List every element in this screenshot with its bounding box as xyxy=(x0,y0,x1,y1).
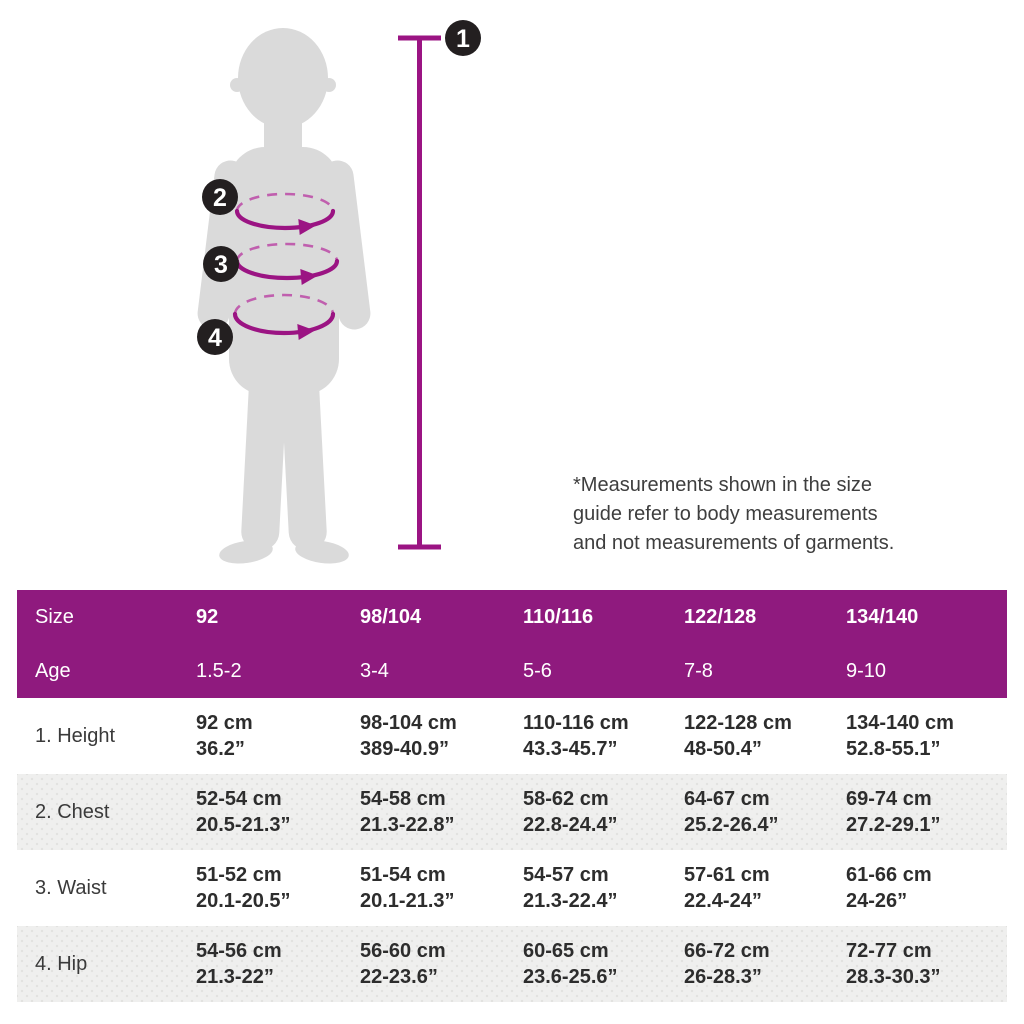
cell-cm: 110-116 cm xyxy=(523,712,629,734)
height-cell-5 xyxy=(846,710,1007,762)
cell-inches: 22.8-24.4” xyxy=(523,814,618,836)
cell-inches: 48-50.4” xyxy=(684,738,762,760)
cell-inches: 21.3-22.8” xyxy=(360,814,455,836)
waist-cell-4 xyxy=(684,862,846,914)
waist-cell-2 xyxy=(360,862,523,914)
size-table xyxy=(17,590,1007,1002)
age-col-5: 9-10 xyxy=(846,659,887,682)
marker-4-number: 4 xyxy=(208,324,222,352)
cell-cm: 134-140 cm xyxy=(846,712,954,734)
cell-cm: 64-67 cm xyxy=(684,788,770,810)
marker-4-hip xyxy=(197,319,233,355)
hip-cell-2 xyxy=(360,938,523,990)
size-col-1: 92 xyxy=(196,605,219,628)
height-cell-3 xyxy=(523,710,684,762)
marker-3-waist xyxy=(203,246,239,282)
cell-cm: 54-56 cm xyxy=(196,940,282,962)
hip-cell-4 xyxy=(684,938,846,990)
age-col-3: 5-6 xyxy=(523,659,552,682)
age-col-2: 3-4 xyxy=(360,659,389,682)
size-col-5: 134/140 xyxy=(846,605,919,628)
note-line-2: guide refer to body measurements xyxy=(573,503,878,525)
size-row-label: Size xyxy=(35,605,74,628)
measurement-diagram xyxy=(0,0,512,580)
age-col-4: 7-8 xyxy=(684,659,713,682)
height-cell-4 xyxy=(684,710,846,762)
cell-inches: 21.3-22” xyxy=(196,966,274,988)
table-row-height xyxy=(17,698,1007,774)
table-row-chest xyxy=(17,774,1007,850)
age-col-1: 1.5-2 xyxy=(196,659,242,682)
size-col-2: 98/104 xyxy=(360,605,422,628)
cell-inches: 26-28.3” xyxy=(684,966,762,988)
marker-2-number: 2 xyxy=(213,184,227,212)
cell-inches: 23.6-25.6” xyxy=(523,966,618,988)
marker-1-height xyxy=(445,20,481,56)
row-label-waist: 3. Waist xyxy=(35,876,107,899)
height-cell-2 xyxy=(360,710,523,762)
cell-cm: 69-74 cm xyxy=(846,788,932,810)
cell-cm: 60-65 cm xyxy=(523,940,609,962)
cell-cm: 66-72 cm xyxy=(684,940,770,962)
cell-cm: 57-61 cm xyxy=(684,864,770,886)
waist-cell-1 xyxy=(196,862,360,914)
chest-cell-4 xyxy=(684,786,846,838)
cell-cm: 56-60 cm xyxy=(360,940,446,962)
waist-cell-3 xyxy=(523,862,684,914)
cell-inches: 28.3-30.3” xyxy=(846,966,941,988)
cell-inches: 21.3-22.4” xyxy=(523,890,618,912)
height-ruler-icon xyxy=(398,38,441,547)
cell-cm: 92 cm xyxy=(196,712,253,734)
cell-inches: 25.2-26.4” xyxy=(684,814,779,836)
age-row-label: Age xyxy=(35,659,71,682)
chest-cell-3 xyxy=(523,786,684,838)
height-cell-1 xyxy=(196,710,360,762)
cell-inches: 43.3-45.7” xyxy=(523,738,618,760)
header-size-row xyxy=(17,590,1007,644)
child-silhouette-icon xyxy=(196,28,372,567)
cell-cm: 98-104 cm xyxy=(360,712,457,734)
marker-1-number: 1 xyxy=(456,25,470,53)
chest-cell-2 xyxy=(360,786,523,838)
cell-cm: 122-128 cm xyxy=(684,712,792,734)
row-label-height: 1. Height xyxy=(35,724,116,747)
cell-cm: 72-77 cm xyxy=(846,940,932,962)
table-row-hip xyxy=(17,926,1007,1002)
cell-inches: 22-23.6” xyxy=(360,966,438,988)
cell-inches: 22.4-24” xyxy=(684,890,762,912)
cell-cm: 54-58 cm xyxy=(360,788,446,810)
note-line-1: *Measurements shown in the size xyxy=(573,474,873,496)
waist-cell-5 xyxy=(846,862,1007,914)
cell-cm: 51-52 cm xyxy=(196,864,282,886)
cell-inches: 24-26” xyxy=(846,890,908,912)
measurement-note xyxy=(573,471,973,558)
cell-inches: 52.8-55.1” xyxy=(846,738,941,760)
cell-inches: 36.2” xyxy=(196,738,245,760)
row-label-hip: 4. Hip xyxy=(35,952,88,975)
cell-inches: 20.1-20.5” xyxy=(196,890,291,912)
row-label-chest: 2. Chest xyxy=(35,800,110,823)
note-line-3: and not measurements of garments. xyxy=(573,532,895,554)
cell-inches: 20.5-21.3” xyxy=(196,814,291,836)
cell-cm: 52-54 cm xyxy=(196,788,282,810)
size-table-header xyxy=(17,590,1007,698)
cell-cm: 51-54 cm xyxy=(360,864,446,886)
header-age-row xyxy=(17,644,1007,698)
chest-cell-5 xyxy=(846,786,1007,838)
cell-cm: 54-57 cm xyxy=(523,864,609,886)
table-row-waist xyxy=(17,850,1007,926)
cell-inches: 20.1-21.3” xyxy=(360,890,455,912)
hip-cell-5 xyxy=(846,938,1007,990)
chest-cell-1 xyxy=(196,786,360,838)
cell-cm: 58-62 cm xyxy=(523,788,609,810)
size-col-3: 110/116 xyxy=(523,605,594,628)
cell-inches: 27.2-29.1” xyxy=(846,814,941,836)
cell-cm: 61-66 cm xyxy=(846,864,932,886)
hip-cell-3 xyxy=(523,938,684,990)
size-col-4: 122/128 xyxy=(684,605,757,628)
marker-2-chest xyxy=(202,179,238,215)
marker-3-number: 3 xyxy=(214,251,228,279)
cell-inches: 389-40.9” xyxy=(360,738,449,760)
hip-cell-1 xyxy=(196,938,360,990)
